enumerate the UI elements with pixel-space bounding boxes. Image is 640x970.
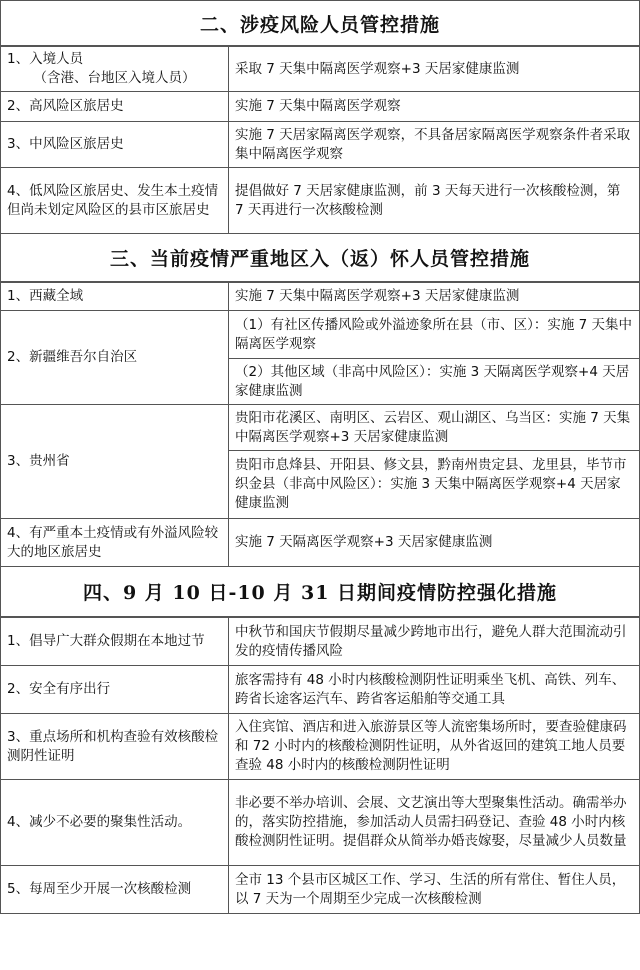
- row-label: 1、西藏全域: [1, 283, 229, 311]
- row-measure-sub: 贵阳市花溪区、南明区、云岩区、观山湖区、乌当区：实施 7 天集中隔离医学观察+3 天居家健康监测: [229, 405, 640, 451]
- table-row: [1, 405, 640, 451]
- row-measure: 提倡做好 7 天居家健康监测，前 3 天每天进行一次核酸检测，第 7 天再进行一次核酸检测: [229, 168, 640, 234]
- row-measure-sub: （2）其他区域（非高中风险区）：实施 3 天隔离医学观察+4 天居家健康监测: [229, 359, 640, 405]
- table-row: [1, 780, 640, 866]
- table-row: [1, 122, 640, 168]
- row-label: 2、新疆维吾尔自治区: [1, 311, 229, 405]
- table-row: [1, 311, 640, 359]
- table-row: [1, 47, 640, 92]
- row-measure: 实施 7 天集中隔离医学观察: [229, 92, 640, 122]
- section-table-3: [0, 282, 640, 567]
- table-row: [1, 866, 640, 914]
- row-label: 3、重点场所和机构查验有效核酸检测阴性证明: [1, 714, 229, 780]
- row-label: 4、减少不必要的聚集性活动。: [1, 780, 229, 866]
- row-label: 1、倡导广大群众假期在本地过节: [1, 618, 229, 666]
- row-label: 2、高风险区旅居史: [1, 92, 229, 122]
- section-table-4: [0, 617, 640, 914]
- row-label-line: （含港、台地区入境人员）: [33, 70, 196, 86]
- table-row: [1, 168, 640, 234]
- table-row: [1, 618, 640, 666]
- row-measure: 非必要不举办培训、会展、文艺演出等大型聚集性活动。确需举办的，落实防控措施，参加活动人员需扫码登记、查验 48 小时内核酸检测阴性证明。提倡群众从简举办婚丧嫁娶，尽量减少人员数量: [229, 780, 640, 866]
- row-measure: 入住宾馆、酒店和进入旅游景区等人流密集场所时，要查验健康码和 72 小时内的核酸检测阴性证明，从外省返回的建筑工地人员要查验 48 小时内的核酸检测阴性证明: [229, 714, 640, 780]
- row-measure: 中秋节和国庆节假期尽量减少跨地市出行，避免人群大范围流动引发的疫情传播风险: [229, 618, 640, 666]
- row-measure-sub: 贵阳市息烽县、开阳县、修文县，黔南州贵定县、龙里县，毕节市织金县（非高中风险区）：实施 3 天集中隔离医学观察+4 天居家健康监测: [229, 451, 640, 519]
- section-title-3: 三、当前疫情严重地区入（返）怀人员管控措施: [0, 234, 640, 282]
- row-label: 4、有严重本土疫情或有外溢风险较大的地区旅居史: [1, 519, 229, 567]
- table-row: [1, 92, 640, 122]
- row-measure: 旅客需持有 48 小时内核酸检测阴性证明乘坐飞机、高铁、列车、跨省长途客运汽车、跨省客运船舶等交通工具: [229, 666, 640, 714]
- row-measure: 实施 7 天集中隔离医学观察+3 天居家健康监测: [229, 283, 640, 311]
- table-row: [1, 714, 640, 780]
- row-label: 2、安全有序出行: [1, 666, 229, 714]
- row-label: 3、中风险区旅居史: [1, 122, 229, 168]
- row-label: 5、每周至少开展一次核酸检测: [1, 866, 229, 914]
- row-measure: 实施 7 天隔离医学观察+3 天居家健康监测: [229, 519, 640, 567]
- row-measure: 实施 7 天居家隔离医学观察，不具备居家隔离医学观察条件者采取集中隔离医学观察: [229, 122, 640, 168]
- section-title-2: 二、涉疫风险人员管控措施: [0, 1, 640, 46]
- row-label: [1, 47, 229, 92]
- row-label: 3、贵州省: [1, 405, 229, 519]
- row-measure: 全市 13 个县市区城区工作、学习、生活的所有常住、暂住人员，以 7 天为一个周期至少完成一次核酸检测: [229, 866, 640, 914]
- row-label-line: 1、入境人员: [7, 51, 84, 67]
- table-row: [1, 283, 640, 311]
- section-title-4: 四、9 月 10 日-10 月 31 日期间疫情防控强化措施: [0, 567, 640, 617]
- row-measure: 采取 7 天集中隔离医学观察+3 天居家健康监测: [229, 47, 640, 92]
- section-table-2: [0, 46, 640, 234]
- row-measure-sub: （1）有社区传播风险或外溢迹象所在县（市、区）：实施 7 天集中隔离医学观察: [229, 311, 640, 359]
- table-row: [1, 666, 640, 714]
- row-label: 4、低风险区旅居史、发生本土疫情但尚未划定风险区的县市区旅居史: [1, 168, 229, 234]
- table-row: [1, 519, 640, 567]
